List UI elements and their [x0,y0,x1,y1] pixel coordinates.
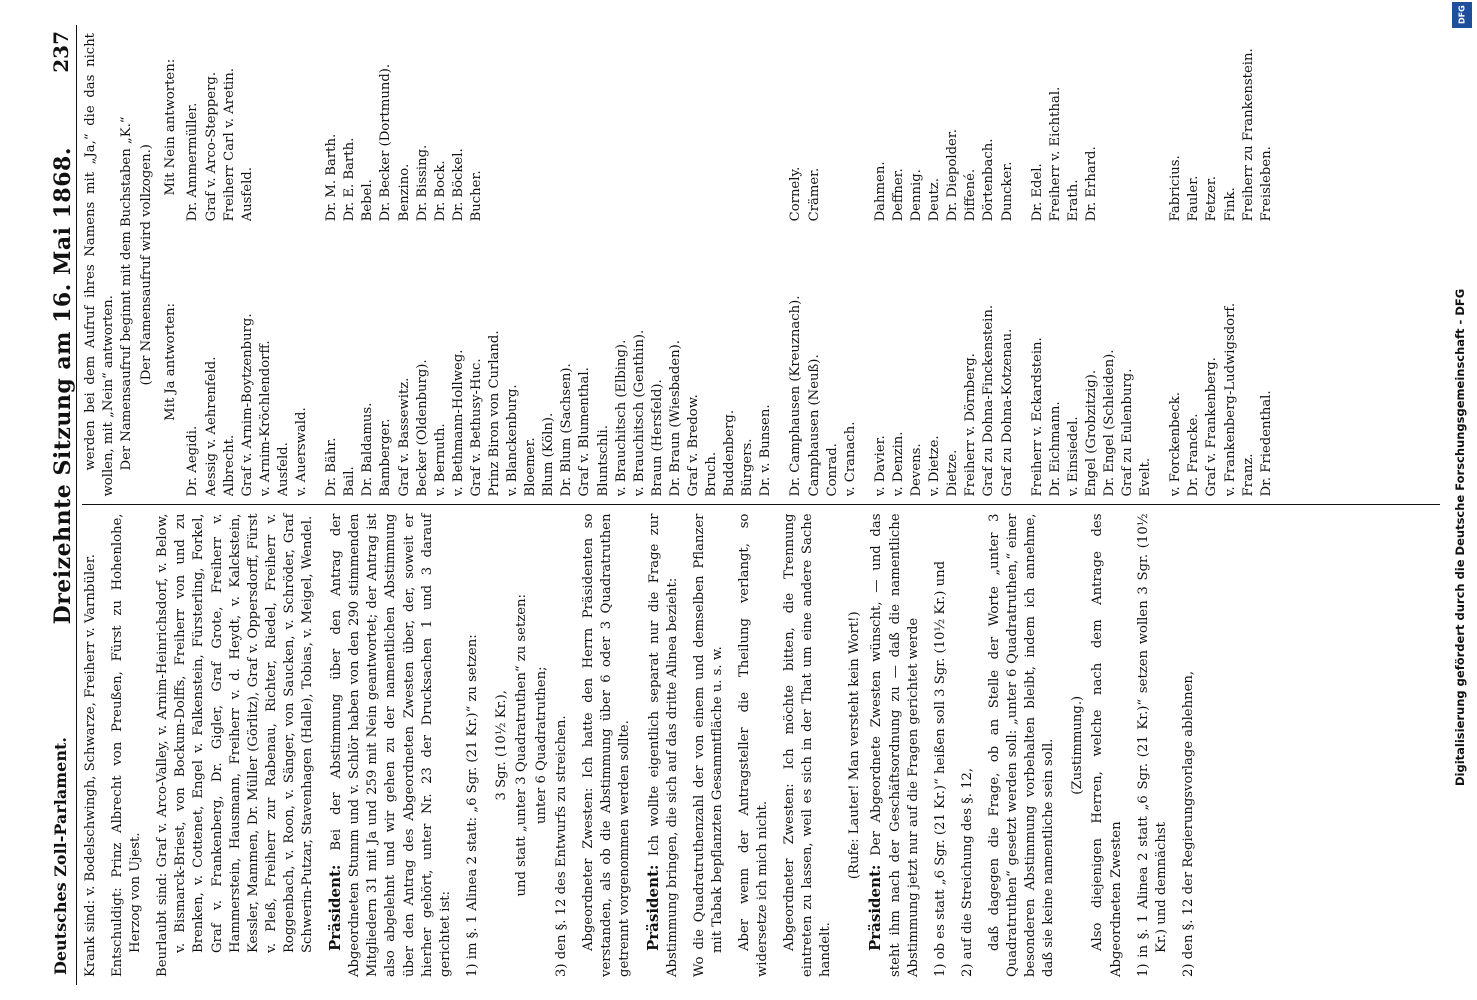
no-name: Diffené. [963,168,979,222]
no-name: Dr. Ammermüller. [185,102,201,222]
yes-name: Dr. Aegidi. [185,425,201,497]
page-number: 237 [48,31,73,73]
group-spacer [1155,33,1167,497]
yes-name: Conrad. [824,443,840,497]
no-name: Dr. Bissing. [414,144,430,222]
paragraph-spacer [482,514,491,978]
body-paragraph: 1) in §. 1 Alinea 2 statt „6 Sgr. (21 Kr.)“ setzen wollen 3 Sgr. (10½ Kr.) und demnächst [1135,513,1169,977]
no-name: Deffner. [890,168,906,222]
yes-name: v. Dietze. [927,435,943,497]
no-name: Fetzer. [1204,176,1220,222]
no-name: Dennig. [909,169,925,222]
no-name [739,33,757,221]
digitization-credit: Digitalisierung gefördert durch die Deutsche Forschungsgemeinschaft - DFG [1453,288,1467,786]
centered-line: 3 Sgr. (10½ Kr.), [493,690,509,801]
paragraph-spacer [772,514,781,978]
no-name [703,33,721,221]
yes-name: v. Denzin. [890,431,906,497]
body-paragraph: Abgeordneter Zwesten: Ich möchte bitten, die Trennung eintreten zu lassen, weil es sich in der That um eine andere Sache handelt. [782,513,834,977]
dfg-logo: DFG [1452,2,1472,28]
yes-name: Freiherr v. Eckardstein. [1029,337,1045,497]
speaker-paragraph [644,514,682,978]
body-paragraph: daß dagegen die Frage, ob an Stelle der Worte „unter 3 Quadratruthen“ gesetzt werden soll: „unter 6 Quadratruthen,“ einer besonderen Abstimmung vorbehalten bleibt, indem ich annehme, daß sie keine namentliche sein soll. [986,513,1057,977]
body-paragraph: 2) auf die Streichung des §. 12, [959,767,975,977]
no-name: Dr. Diepolder. [945,129,961,222]
no-name [757,33,775,221]
yes-name: Graf v. Blumenthal. [577,367,593,497]
centered-line: (Rufe: Lauter! Man versteht kein Wort!) [847,611,863,880]
no-name [576,33,594,221]
yes-name: Evelt. [1138,457,1154,497]
centered-line: unter 6 Quadratruthen; [534,666,550,825]
yes-name: v. Frankenberg-Ludwigsdorf. [1222,302,1238,497]
no-name [558,33,576,221]
vote-lists [184,33,1287,497]
yes-name: Bail. [342,466,358,497]
paragraph-spacer [950,514,959,978]
yes-name: v. Brauchitsch (Elbing). [613,339,629,497]
no-name: Erath. [1065,179,1081,222]
vote-group [787,33,859,497]
header-session-title: Dreizehnte Sitzung am 16. Mai 1868. [49,146,76,625]
body-paragraph: 1) ob es statt „6 Sgr. (21 Kr.)“ heißen soll 3 Sgr. (10½ Kr.) und [932,560,948,977]
yes-name: Engel (Grobzitzig). [1083,369,1099,497]
no-name: Dr. Becker (Dortmund). [378,63,394,222]
no-name [842,33,860,221]
paragraph-spacer [571,514,580,978]
group-spacer [775,33,787,497]
no-name [1101,33,1119,221]
left-column [82,505,1440,986]
intro-paragraph-2: Der Namensaufruf beginnt mit dem Buchstaben „K.“ [119,116,135,471]
no-name [595,33,613,221]
yes-name: v. Bethmann-Hollweg. [450,349,466,497]
paragraph-spacer [455,514,464,978]
yes-heading: Mit Ja antworten: [163,303,179,421]
paragraph-spacer [145,514,154,978]
yes-name: Dr. Friedenthal. [1258,390,1274,497]
yes-name: Graf v. Frankenberg. [1204,357,1220,497]
no-name [1137,33,1155,221]
no-name: Dr. Edel. [1029,163,1045,222]
yes-name: Dietze. [945,449,961,497]
speaker-name: Präsident: [326,864,345,951]
no-name: Duncker. [999,161,1015,222]
yes-name: v. Forckenbeck. [1168,392,1184,497]
no-name [504,33,522,221]
no-name: Dr. Böckel. [450,148,466,222]
speaker-name: Präsident: [643,864,662,951]
yes-name: Dr. Camphausen (Kreuznach). [788,295,804,497]
paragraph-spacer [977,514,986,978]
yes-name: v. Arnim-Kröchlendorff. [257,340,273,497]
yes-name: Franz. [1240,453,1256,497]
paragraph-spacer [835,514,844,978]
yes-name: v. Auerswald. [294,407,310,497]
body-paragraph: Also diejenigen Herren, welche nach dem Antrage des Abgeordneten Zwesten [1090,513,1124,977]
speaker-name: Präsident: [866,864,885,951]
body-paragraph: Krank sind: v. Bodelschwingh, Schwarze, Freiherr v. Varnbüler. [83,554,98,977]
no-name: Graf v. Arco-Stepperg. [203,71,219,222]
no-name [257,33,275,221]
yes-name: Graf v. Arnim-Boytzenburg. [239,313,255,497]
yes-name: Blum (Köln). [541,412,557,497]
yes-name: Aessig v. Aehrenfeld. [203,356,219,497]
yes-name: Graf zu Dohna-Finckenstein. [981,304,997,497]
rotated-page [0,25,1440,985]
yes-name: v. Einsiedel. [1065,416,1081,497]
no-name: Fabricius. [1168,155,1184,222]
body-paragraph: 2) den §. 12 der Regierungsvorlage ablehnen, [1180,670,1196,977]
yes-name: v. Cranach. [842,421,858,497]
no-name: Dr. E. Barth. [342,137,358,222]
no-name [667,33,685,221]
yes-name: Dr. Bähr. [324,437,340,497]
yes-name: Bamberger. [378,418,394,497]
no-name: Dörtenbach. [981,138,997,222]
yes-name: Camphausen (Neuß). [806,354,822,497]
no-name: Deutz. [927,178,943,222]
body-paragraph: 3) den §. 12 des Entwurfs zu streichen. [554,715,570,977]
no-name: Ausfeld. [239,167,255,222]
two-column-body [82,25,1440,985]
no-name: Dr. Bock. [432,160,448,222]
body-paragraph: Entschuldigt: Prinz Albrecht von Preußen, Fürst zu Hohenlohe, Herzog von Ujest. [110,513,144,977]
paragraph-spacer [635,514,644,978]
yes-name: Becker (Oldenburg). [414,359,430,497]
speaker-text: Bei der Abstimmung über den Antrag der Abgeordneten Stumm und v. Schlör haben von den 290 stimmenden Mitgliedern 31 mit Ja und 259 mit Nein geantwortet; der Antrag ist also abgelehnt und wir gehen zu der namentlichen Abstimmung über den Antrag des Abgeordneten Zwesten über, der, soweit er hierher gehört, unter Nr. 23 der Drucksachen 1 und 3 darauf gerichtet ist: [329,513,453,977]
no-name [486,33,504,221]
group-spacer [1017,33,1029,497]
yes-name: Graf zu Dohna-Kotzenau. [999,328,1015,497]
paragraph-spacer [317,514,326,978]
yes-name: Albrecht. [221,434,237,497]
body-paragraph: Wo die Quadratruthenzahl der von einem und demselben Pflanzer mit Tabak bepflanzten Gesammtfläche u. s. w. [691,513,725,977]
yes-name: Braun (Hersfeld). [649,379,665,497]
yes-name: v. Blanckenburg. [505,384,521,497]
speaker-text: Der Abgeordnete Zwesten wünscht, — und das steht ihm nach der Geschäftsordnung zu — daß die namentliche Abstimmung jetzt nur auf die Fragen gerichtet werde [869,513,921,977]
yes-name: v. Brauchitsch (Genthin). [631,329,647,497]
no-name [685,33,703,221]
speaker-paragraph [866,514,922,978]
no-name [613,33,631,221]
no-name [293,33,311,221]
centered-line: (Zustimmung.) [1070,695,1086,795]
no-name: Benzino. [396,163,412,222]
yes-name: Graf zu Eulenburg. [1120,368,1136,497]
paragraph-spacer [682,514,691,978]
yes-name: Dr. Francke. [1186,413,1202,497]
no-name [1119,33,1137,221]
no-name: Bebel. [360,179,376,222]
no-name [649,33,667,221]
no-name [824,33,842,221]
no-name: Freiherr Carl v. Aretin. [221,68,237,222]
roll-call-note: (Der Namensaufruf wird vollzogen.) [139,144,155,386]
no-name: Dahmen. [872,161,888,222]
speaker-text: Ich wollte eigentlich separat nur die Frage zur Abstimmung bringen, die sich auf das dritte Alinea bezieht: [646,513,680,977]
yes-name: Devens. [909,443,925,497]
centered-line: und statt „unter 3 Quadratruthen“ zu setzen: [513,594,529,897]
speaker-paragraph [326,514,455,978]
yes-name: Bruch. [704,451,720,497]
no-name: Fink. [1222,187,1238,222]
no-name [275,33,293,221]
no-name [631,33,649,221]
no-heading: Mit Nein antworten: [163,58,179,196]
yes-name: Dr. Baldamus. [360,402,376,497]
yes-name: Graf v. Bredow. [686,394,701,497]
header-left-title: Deutsches Zoll-Parlament. [50,737,70,975]
body-paragraph: Abgeordneter Zwesten: Ich hatte den Herrn Präsidenten so verstanden, als ob die Abstimmung über 6 oder 3 Quadratruthen getrennt vorgenommen werden sollte. [581,513,633,977]
right-column [82,25,1440,505]
no-name: Dr. M. Barth. [324,133,340,222]
yes-name: Prinz Biron von Curland. [486,330,502,497]
group-spacer [1276,33,1288,497]
vote-group [323,33,775,497]
no-name [540,33,558,221]
vote-group [1167,33,1276,497]
paragraph-spacer [1126,514,1135,978]
yes-name: Bluntschli. [595,425,611,497]
no-name: Freiherr zu Frankenstein. [1240,48,1256,222]
paragraph-spacer [1058,514,1067,978]
yes-name: Dr. Engel (Schleiden). [1101,349,1117,497]
no-name: Dr. Erhard. [1083,146,1099,222]
yes-name: Bürgers. [740,438,756,497]
group-spacer [860,33,872,497]
yes-name: Dr. Blum (Sachsen). [559,363,575,497]
no-name: Bucher. [468,170,484,222]
yes-name: Ausfeld. [275,442,291,497]
vote-group [1029,33,1156,497]
yes-name: Dr. Eichmann. [1047,401,1063,497]
no-name: Cornely. [788,166,804,222]
yes-name: v. Davier. [872,435,888,497]
paragraph-spacer [100,514,109,978]
vote-group [184,33,311,497]
group-spacer [311,33,323,497]
digitization-sidebar [1449,0,1475,1000]
no-name: Freisleben. [1258,146,1274,222]
intro-paragraph: werden bei dem Aufruf ihres Namens mit „Ja,“ die das nicht wollen, mit „Nein“ antworten. [83,33,117,497]
yes-name: Graf v. Bassewitz. [396,377,412,497]
yes-name: Dr. Braun (Wiesbaden). [667,340,683,497]
yes-name: Dr. v. Bunsen. [758,404,774,497]
yes-name: Buddenberg. [722,409,738,497]
body-paragraph: 1) im §. 1 Alinea 2 statt: „6 Sgr. (21 Kr.)“ zu setzen: [464,634,480,977]
yes-name: Graf v. Bethusy-Huc. [468,358,484,497]
yes-name: v. Bernuth. [432,423,448,497]
vote-headings [162,33,180,497]
paragraph-spacer [1171,514,1180,978]
no-name: Freiherr v. Eichthal. [1047,86,1063,222]
no-name [522,33,540,221]
yes-name: Bloemer. [523,437,539,497]
no-name [721,33,739,221]
paragraph-spacer [1198,514,1207,978]
yes-name: Freiherr v. Dörnberg. [963,353,979,497]
body-paragraph: Beurlaubt sind: Graf v. Arco-Valley, v. Arnim-Heinrichsdorf, v. Below, v. Bismarck-Briest, von Bockum-Dolffs, Freiherr von und zu Brenken, v. Cottenet, Engel v. Falkenstein, Fürsterling, Forkel, Graf v. Frankenberg, Dr. Gigler, Graf Grote, Freiherr v. Hammerstein, Hausmann, Freiherr v. d. Heydt, v. Kalckstein, Kessler, Mammen, Dr. Müller (Görlitz), Graf v. Oppersdorff, Fürst v. Pleß, Freiherr zur Rabenau, Richter, Riedel, Freiherr v. Roggenbach, v. Roon, v. Sänger, von Saucken, v. Schröder, Graf Schwerin-Putzar, Stavenhagen (Halle), Tobias, v. Meigel, Wendel. [155,513,316,977]
vote-group [872,33,1017,497]
no-name: Crämer. [806,167,822,222]
paragraph-spacer [923,514,932,978]
paragraph-spacer [727,514,736,978]
no-name: Fauler. [1186,175,1202,222]
body-paragraph: Aber wenn der Antragsteller die Theilung verlangt, so widersetze ich mich nicht. [736,513,770,977]
page-header [30,25,77,985]
